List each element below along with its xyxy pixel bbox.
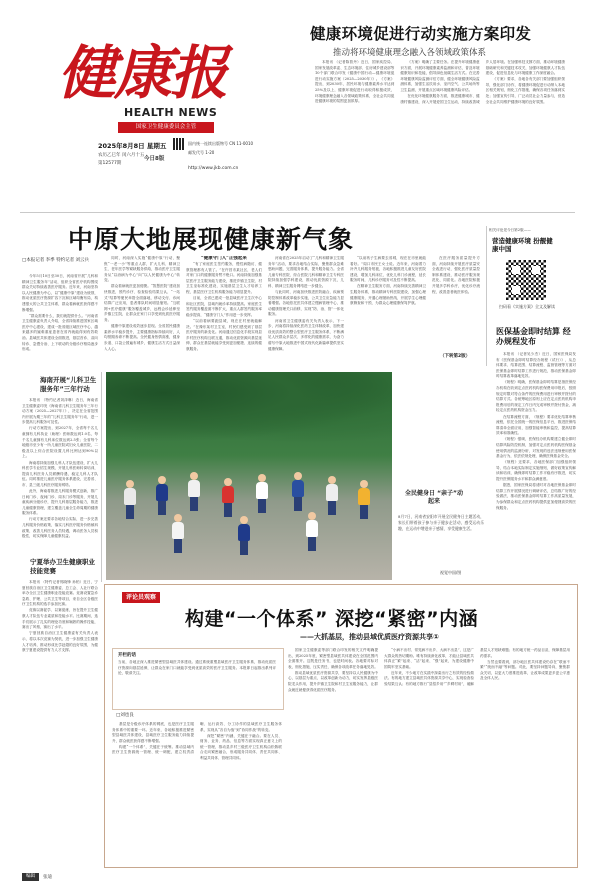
lead-paragraph: 同时，河南深入实施“健康中原”行动，聚焦“一老一小”等重点人群，扩大儿科、精神卫生、老年医学等紧缺服务供给，推动医疗卫生服务从“以治病为中心”向“以人民健康为中心”转变。 (104, 256, 180, 283)
right-col-paragraph: 据悉，国家医保局将适时对各地医保基金即时结算工作开展情况进行调研评估，总结推广好的经验做法，推动医保基金即时结算工作高质量发展，为参保群众和定点医药机构提供更加便捷高效的医保服务。 (496, 483, 576, 510)
masthead-code: 邮发代号 1-20 (188, 150, 215, 155)
commentary-body-b (288, 648, 570, 860)
photo-child (292, 472, 304, 511)
related-commentary-title: 营造健康环境 扮靓健康中国 (492, 237, 553, 253)
right-col-title: 医保基金即时结算 经办规程发布 (496, 327, 571, 346)
left-col1-body (22, 398, 98, 556)
masthead-cn: 国内统一连续出版物号 CN 11-0010 (188, 141, 254, 146)
photo-caption-text: 8月7日，河南省安阳市开展全民健身日主题活动，家长们带着孩子参与亲子健步走活动，感受运动乐趣，在运动中增进亲子感情，享受健康生活。 (398, 514, 484, 531)
top-story-subtitle: 推动将环境健康理念融入各领域政策体系 (333, 48, 487, 58)
photo-child (326, 476, 338, 515)
photo-child (358, 480, 370, 519)
photo-child (124, 480, 136, 519)
left-col-rule (101, 372, 102, 582)
masthead (38, 39, 276, 200)
right-col-paragraph: 《规程》还要求，各地医保部门加强组织领导，结合本地实际制定实施细则，做好政策宣传解读和培训，确保即时结算工作平稳有序推进，切实提升医保服务水平和群众满意度。 (496, 460, 576, 482)
commentary-subtitle: ——大抓基层，推动县域优质医疗资源共享① (300, 633, 439, 641)
left-col2-body (22, 580, 98, 692)
qr-label: 扫码看《实施方案》全文及解读 (499, 304, 555, 309)
commentary-body-a (112, 722, 282, 860)
top-story-paragraph: 本报讯 （记者陈曾丹）近日，国家疾控局、国家发展改革委、生态环境部、住房城乡建设部等10个部门联合印发《健康中国行动—健康环境促进行动实施方案（2025—2030年）》。《方案》提出，到2030年，居民环境与健康素养水平达到25%及以上，健康环境促进行动取得积极成效，环境健康理念融入各领域政策体系，全社会共同促进健康环境的氛围更加浓厚。 (315, 60, 395, 104)
lead-body-col5 (350, 256, 426, 362)
related-commentary-caption: 相关评论见今日第2版—— (489, 228, 531, 232)
commentary-paragraph: 基层是分级诊疗体系的网底，也是医疗卫生服务体系中的重要一环。近年来，各地积极推进紧密型县域医共体建设，县域医疗卫生服务能力持续提升，群众就医获得感不断增强。 (112, 722, 194, 743)
lead-paragraph: “以前看病要跑县城，现在在村里就能解决。”在豫东某村卫生室，村民们感受到了基层医疗服务的新变化。河南通过信息化手段实现县乡村医疗机构互联互通，推动优质资源向基层延伸，群众在基层就能享受到更加便捷、连续的健康服务。 (186, 319, 262, 351)
left-col2-paragraph: 本报讯 （特约记者郭晓锋 孙柏）近日，宁夏回族自治区卫生健康委、总工会、人社厅联合举办全区卫生健康职业技能竞赛。竞赛设置急诊急救、护理、公共卫生等项目，来自全区各级医疗卫生机构的选手参加比赛。 (22, 580, 98, 607)
lead-subhead: “健康守门人”正强起来 (201, 256, 247, 261)
photo-child (256, 474, 268, 513)
photo-caption-title: 全民健身日 “亲子”动起来 (405, 490, 463, 505)
lead-body-col4 (268, 256, 344, 362)
masthead-sponsor: 国家卫生健康委员会主管 (118, 122, 214, 133)
masthead-pages: 今日8版 (144, 156, 165, 162)
lead-paragraph: 健康中原建设成效逐步显现。全省居民健康素养水平稳步提升，主要健康指标持续向好，人均预期寿命不断提高。全民健身热情高涨，健身步道、口袋公园遍布城乡，健康生活方式日益深入人心。 (104, 324, 180, 351)
left-col1-paragraph: 本报讯 （特约记者刘泽琳）近日，海南省卫生健康委印发《海南省儿科卫生服务年三年行动方案（2025—2027年）》，决定在全省范围内开展为期三年的“儿科卫生服务年”行动，进一步提高儿科服务可及性。 (22, 398, 98, 425)
photo-child (156, 476, 168, 515)
lead-photo (106, 372, 392, 580)
left-col1-paragraph: 行动方案还要求各地结合实际，进一步完善儿科服务价格政策，落实儿科医疗服务价格倾斜政策，改善儿科医务人员待遇，调动医务人员积极性，切实保障儿童健康权益。 (22, 517, 98, 539)
lead-paragraph: 与此同时，河南加快推进医防融合，疾病预防控制体系改革稳步实施，公共卫生应急能力显著增强。各地依托医共体建立慢病管理中心，推动健康管理关口前移，实现“防、治、管”一体化服务。 (268, 290, 344, 317)
right-col-paragraph: 《规程》明确，医保基金即时结算是指医保经办机构在收到定点医药机构医保费用申报后，按照规定时限对符合条件的医保费用进行审核并拨付的结算方式。各统筹地区原则上应在定点医药机构申报费用后的规定工作日内完成审核并拨付资金，减轻定点医药机构资金压力。 (496, 380, 576, 413)
lead-body-col2 (104, 256, 180, 362)
right-col-body (496, 352, 576, 568)
left-col2-title: 宁夏举办卫生健康职业技能竞赛 (30, 558, 95, 575)
footer-editor-name: 张迪 (43, 874, 52, 880)
commentary-paragraph: 当然也要看到，部分地区医共体建设仍存在“联而不紧”“统而不融”等问题。对此，要坚持问题导向，聚焦群众关切，以更大力度推进改革，让改革成果更多更公平惠及全体人民。 (480, 659, 570, 681)
lead-body-col3 (186, 256, 262, 362)
editor-note-label: 开栏的话 (118, 653, 136, 658)
top-divider (20, 212, 575, 213)
lead-paragraph: “群众需要什么，我们就提供什么。”河南省卫生健康委负责人介绍，全省持续推进国家区域医疗中心建设，建成一批省级区域医疗中心，越来越多的疑难重症患者在省内就能得到有效救治。县域医共体建设全面推进，基层首诊、双向转诊、急慢分治、上下联动的分级诊疗格局逐步形成。 (22, 313, 98, 352)
lead-paragraph: 目前，全省已建成一批县域医疗卫生次中心和社区医院，县域内就诊率持续提高。家庭医生签约服务覆盖面不断扩大，重点人群签约服务率稳步提高，“健康守门人”作用进一步发挥。 (186, 296, 262, 317)
banner-title: 中原大地展现健康新气象 (68, 225, 355, 254)
masthead-english: HEALTH NEWS (124, 106, 218, 119)
right-col-paragraph: 本报讯 （记者吴少杰）近日，国家医保局发布《医保基金即时结算经办规程（试行）》，从总体要求、结算范围、结算流程、监督管理等方面对医保基金即时结算工作进行规范，推动医保基金即时结算改革落地见效。 (496, 352, 576, 379)
masthead-qr (173, 138, 185, 150)
masthead-date: 2025年8月8日 星期五 (98, 142, 167, 150)
left-col2-paragraph: 宁夏回族自治区卫生健康委有关负责人表示，将以本次竞赛为契机，进一步加强卫生健康人才培养，推动形成比学赶超的良好氛围，为健康宁夏建设提供有力人才支撑。 (22, 631, 98, 653)
photo-child (306, 512, 318, 551)
lead-paragraph: 今年5月10日至30日，河南省开展“儿科和精神卫生服务年”活动，组织全省医疗机构围绕群众关切持续改善医疗服务。近年来，河南坚持以人民健康为中心，以“健康中原”建设为统领，推动优质医疗资源扩容下沉和区域均衡布局，构建强大的公共卫生体系，群众看病就医获得感不断增强。 (22, 274, 98, 312)
left-col1-paragraph: 行动方案提出，到2027年，全省每千名儿童拥有儿科执业（助理）医师数达到1.0名，每千名儿童拥有儿科床位数达到2.5张；全省每个地级市至少有一所儿童医院或妇女儿童医院，二级及以上综合医院设置儿科比例达到90%以上。 (22, 426, 98, 459)
lead-body-col1 (22, 274, 98, 362)
editor-note-text: 当前，各地正深入推进紧密型县域医共体建设。通过系统重塑县域医疗卫生服务体系，推动优质医疗资源向基层延伸，让群众在家门口就能享受到优质高效的医疗卫生服务。本报即日起推出系列评论，敬请关注。 (118, 660, 276, 676)
masthead-logo: 健康报 (58, 39, 227, 107)
commentary-paragraph: “小病不出村、常见病不出乡、大病不出县”，这是广大群众的热切期盼。唯有持续深化改革，才能让县域医共体真正“紧”起来、“活”起来、“强”起来，为建设健康中国筑牢坚实基础。 (384, 648, 474, 669)
photo-child (222, 478, 234, 517)
commentary-paragraph: 推动县域优质医疗资源共享，要坚持以人民健康为中心，以基层为重点，以改革创新为动力，切实发挥县级医院龙头作用，提升乡镇卫生院和村卫生室服务能力，让群众就近就便获得优质医疗服务。 (288, 670, 378, 692)
photo-child (188, 472, 200, 511)
commentary-paragraph: 近年来，不少地方在实践中探索出行之有效的经验做法。有的地方建立县域医共体资源共享中心，实现检查检验结果互认；有的地方推行“县招乡用”“乡聘村用”，破解基层人才短缺难题；有的地方统一药品目录，保障基层用药需求。 (384, 648, 570, 687)
commentary-paragraph: 构建“一个体系”，关键在于统筹。推动县域内医疗卫生资源统一管理、统一调配，建立权责清晰、运行高效、分工协作的县域医疗卫生服务体系，实现从“各自为战”到“协同作战”的转变。 (112, 722, 282, 755)
top-story-title: 健康环境促进行动实施方案印发 (310, 25, 532, 43)
masthead-site: http://www.jkb.com.cn (188, 166, 239, 171)
masthead-lunar: 农历乙巳年 闰六月十五 (98, 153, 145, 158)
footer-editor-label: 编辑 (22, 873, 39, 881)
footer-editor (22, 872, 52, 881)
commentary-tag: 评论员观察 (122, 592, 160, 603)
left-col1-paragraph: 此外，海南将推进儿科服务模式创新，推广日间门诊、夜间门诊、周末门诊等服务，开展儿童疾病分级诊疗，提升儿科基层服务能力，推进儿童健康管理，建立覆盖儿童全生命周期的健康服务体系。 (22, 489, 98, 516)
top-story-paragraph: 《方案》明确了主要任务。在提升环境健康意识方面，开展环境健康素养监测和评估，普及环境健康知识和技能，倡导绿色低碳生活方式。在完善环境健康风险监测评估方面，健全环境健康风险监测体系，加强生活饮用水、室内空气、公共场所等卫生监测，开展重点区域环境健康风险评估。 (400, 60, 480, 92)
top-story-paragraph: 《方案》要求，各地各有关部门要加强组织领导，强化部门协作，将健康环境促进行动纳入本地区相关规划，细化工作措施，确保各项任务落到实处；加强宣传引导，广泛动员社会力量参与，营造全社会共同维护健康环境的良好氛围。 (485, 77, 565, 104)
left-col2-paragraph: 竞赛以赛促学、以赛促练，旨在提升卫生健康人才队伍专业素质和技能水平。比赛期间，选手们展示了扎实的理论功底和娴熟的操作技能，赛出了风格，赛出了水平。 (22, 608, 98, 630)
lead-continued: （下转第2版） (440, 354, 471, 359)
photo-child (172, 514, 184, 553)
lead-byline: □本报记者 李季 特约记者 刘云兵 (22, 258, 90, 263)
masthead-issue: 第12577期 (98, 161, 122, 166)
commentary-paragraph: 深挖“紧密”内涵，关键在于融合。要在人员、财务、业务、药品、信息等方面实现真正意义上的统一管理，推动县乡村三级医疗卫生机构由松散联合走向紧密融合，形成服务共同体、责任共同体、利益共同体、管理共同体。 (200, 733, 282, 761)
lead-paragraph: 群众看病就医更加便捷。“智慧医院”建设加快推进，预约诊疗、检查检验结果互认、“一站式”结算等便民举措全面落地，移动支付、诊间结算广泛应用，患者排队时间明显缩短。“互联网+医疗健康”服务覆盖城乡，远程会诊延伸至乡镇卫生院，让群众在家门口享受到优质医疗服务。 (104, 284, 180, 323)
lead-paragraph: 在精神卫生服务方面，河南持续完善精神卫生服务体系，推动精神专科医院建设，加强心理健康服务，开通心理援助热线，开展学生心理健康筛查和干预，为群众心理健康保驾护航。 (350, 284, 426, 306)
photo-trees (106, 372, 392, 442)
lead-paragraph: “有了家庭医生签约服务，慢性病随访、健康管理都有人管了。”在许昌市某社区，老人们对家门口的健康服务赞不绝口。河南持续加强基层医疗卫生服务能力建设，推进乡镇卫生院、村卫生室标准化建设，实施基层卫生人才培养工程，基层医疗卫生机构服务能力明显提升。 (186, 262, 262, 295)
lead-body-col6 (432, 256, 480, 362)
top-story-paragraph: 在优化环境健康服务方面，推进健康城市、健康村镇建设，深入开展爱国卫生运动，持续改善城乡人居环境。在加强科技支撑方面，推动环境健康基础研究和关键技术攻关，加强环境健康人才队伍建设，促进信息化与环境健康工作深度融合。 (400, 60, 565, 104)
commentary-paragraph: 国家卫生健康委等部门联合印发的相关文件明确提出，到2025年底，紧密型县域医共体建设在全国范围内全面推开。这既是任务书，也是时间表。各地要对标对表，细化措施，压实责任，确保各项改革任务落地见效。 (288, 648, 378, 669)
lead-paragraph: 在医疗服务质量提升方面，河南持续开展医疗质量安全改进行动，强化医疗质量控制体系建设，推动医疗服务规范化、同质化。各地医院积极开展多学科诊疗，优化诊疗流程，改善患者就医体验。 (432, 256, 480, 294)
lead-paragraph: 河南省卫生健康委有关负责人表示，下一步，河南将持续深化医药卫生体制改革，加快建设优质高效的整合型医疗卫生服务体系，不断满足人民群众多层次、多样化的健康需求，为奋力谱写中原大地推进中国式现代化新篇章提供坚实健康保障。 (268, 318, 344, 351)
commentary-byline: □刘也良 (116, 713, 134, 718)
qr-code[interactable] (506, 260, 546, 300)
lead-paragraph: 河南省在2025年启动了“儿科和精神卫生服务年”活动，要求各地结合实际，聚焦群众急难愁盼问题，完善服务体系，提升服务能力。全省儿童专科医院、综合医院儿科和精神卫生专科医院持续加强学科建设，推动优质资源下沉，儿科、精神卫生服务网络进一步健全。 (268, 256, 344, 288)
lead-paragraph: “以前孩子生病要去省城，现在在市里就能看好。”周口市民王女士说。近年来，河南着力补齐儿科服务短板，各地积极推进儿童友好医院建设，增加儿科床位，优化儿科门诊流程，延长服务时间，儿科诊疗服务可及性不断提高。 (350, 256, 426, 283)
top-story-body (315, 60, 565, 186)
right-sidebar-rule (486, 226, 487, 366)
left-col1-paragraph: 海南将持续加强儿科人才队伍建设，扩大儿科医学专业招生规模，开展儿科医师转岗培训，提高儿科医务人员薪酬待遇，稳定儿科人才队伍。同时推进儿童医疗服务体系建设，完善省、市、县三级儿科医疗服务网络。 (22, 460, 98, 487)
photo-child (238, 516, 250, 555)
right-col-paragraph: 《规程》强调，医保经办机构要建立健全即时结算风险防控机制，加强对定点医药机构医保基金使用情况的监测分析，对发现的违法违规使用医保基金行为，依法依规处理，确保医保基金安全。 (496, 437, 576, 459)
left-col1-title: 海南开展“儿科卫生服务年”三年行动 (40, 376, 97, 393)
right-col-paragraph: 在结算流程方面，《规程》要求优化结算审核流程，依托全国统一的医保信息平台，推进医保结算清单全面应用，加强智能审核和监控，提高结算效率和准确性。 (496, 414, 576, 436)
commentary-title: 构建“一个体系” 深挖“紧密”内涵 (185, 608, 479, 630)
photo-credit: 视觉中国/图 (440, 570, 462, 575)
